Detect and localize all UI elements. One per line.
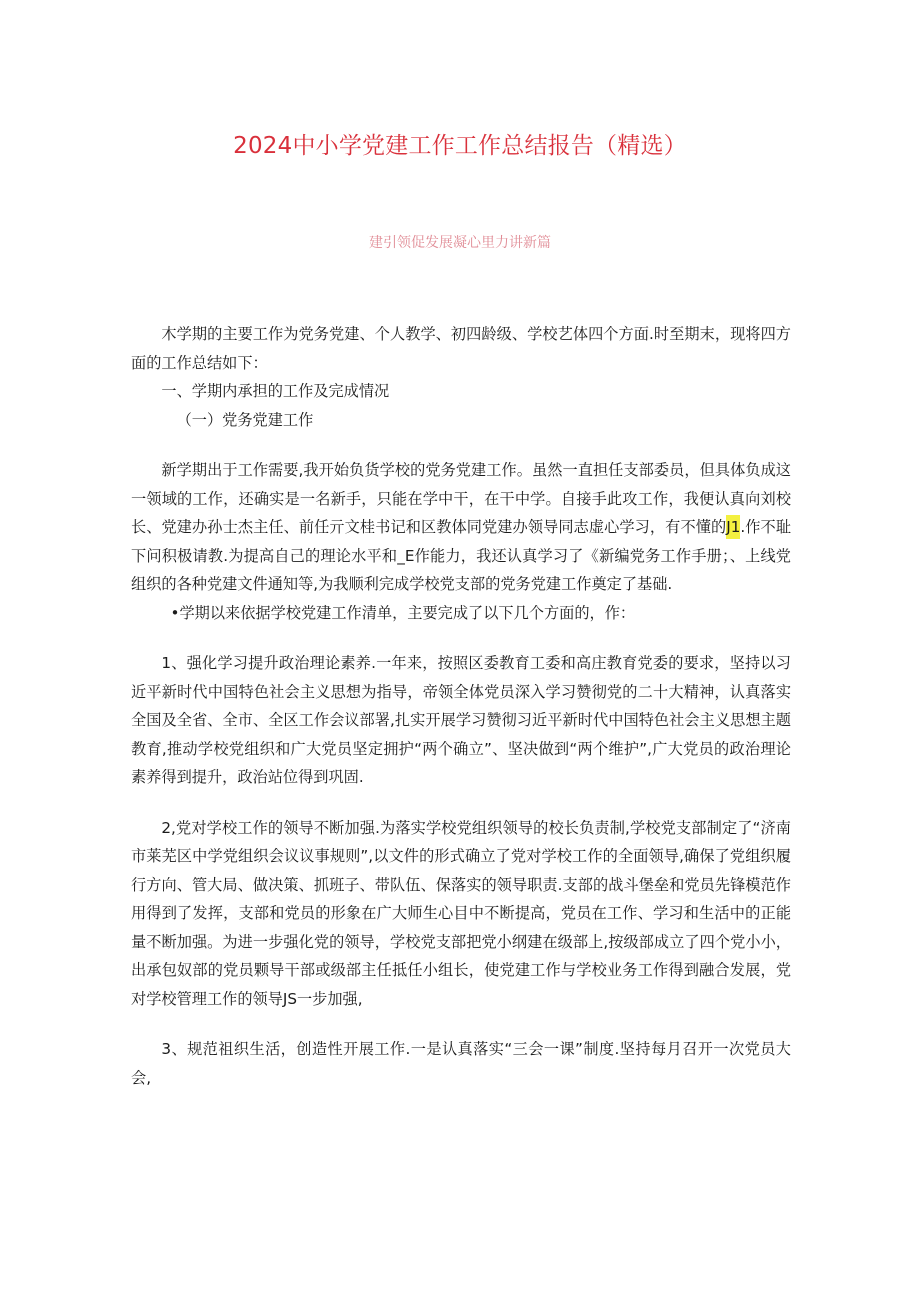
document-title: 2024中小学党建工作工作总结报告（精选）: [233, 133, 687, 159]
body-paragraph: 3、规范祖织生活，创造性开展工作.一是认真落实“三会一课”制度.坚持每月召开一次党员大会,: [131, 1040, 791, 1087]
highlighted-text: J1: [726, 515, 740, 539]
body-paragraph: [131, 456, 791, 599]
body-paragraph: 1、强化学习提升政治理论素养.一年来，按照区委教育工委和高庄教育党委的要求，坚持以习近平新时代中国特色社会主义思想为指导，帝领全体党员深入学习赞彻党的二十大精神，认真落实全国及全省、全市、全区工作会议部署,扎实开展学习赞彻习近平新时代中国特色社会主义思想主题教育,推动学校党组织和广大党员坚定拥护“两个确立”、坚决做到“两个维护”,广大党员的政治理论素养得到提升，政治站位得到巩固.: [131, 654, 791, 786]
intro-paragraph: 木学期的主要工作为党务党建、个人教学、初四龄级、学校艺体四个方面.时至期末，现将四方面的工作总结如下：: [131, 325, 791, 372]
document-body: [131, 320, 791, 1092]
subsection-heading: （一）党务党建工作: [176, 410, 314, 429]
paragraph-text: .作不耻下问积极请教.为提高自己的理论水平和_E作能力，我还认真学习了《新编党务工作手册；、上线党组织的各种党建文件通知等,为我顺利完成学校党支部的党务党建工作奠定了基础.: [131, 518, 792, 593]
document-subtitle: 建引领促发展凝心里力讲新篇: [369, 235, 551, 251]
paragraph-text: 新学期出于工作需要,我开始负货学校的党务党建工作。虽然一直担任支部委员，但具体负成这一领域的工作，还确实是一名新手，只能在学中干，在干中学。自接手此攻工作，我便认真向刘校长、党建办孙士杰主任、前任亓文桂书记和区教体同党建办领导同志虚心学习，有不懂的: [131, 461, 791, 536]
section-heading: 一、学期内承担的工作及完成情况: [161, 382, 390, 400]
body-paragraph: 2,党对学校工作的领导不断加强.为落实学校党组织领导的校长负责制,学校党支部制定了“济南市莱芜区中学党组织会议议事规则”,以文件的形式确立了党对学校工作的全面领导,确保了党组织履行方向、管大局、做决策、抓班子、带队伍、保落实的领导职责.支部的战斗堡垒和党员先锋模范作用得到了发挥，支部和党员的形象在广大师生心目中不断提高，党员在工作、学习和生活中的正能量不断加强。为进一步强化党的领导，学校党支部把党小纲建在级部上,按级部成立了四个党小小，出承包奴部的党员颗导干部或级部主任抵任小组长，使党建工作与学校业务工作得到融合发展，党对学校管理工作的领导JS一步加强,: [131, 818, 791, 1008]
bullet-paragraph: •学期以来依据学校党建工作清单，主要完成了以下几个方面的，作：: [170, 603, 636, 622]
